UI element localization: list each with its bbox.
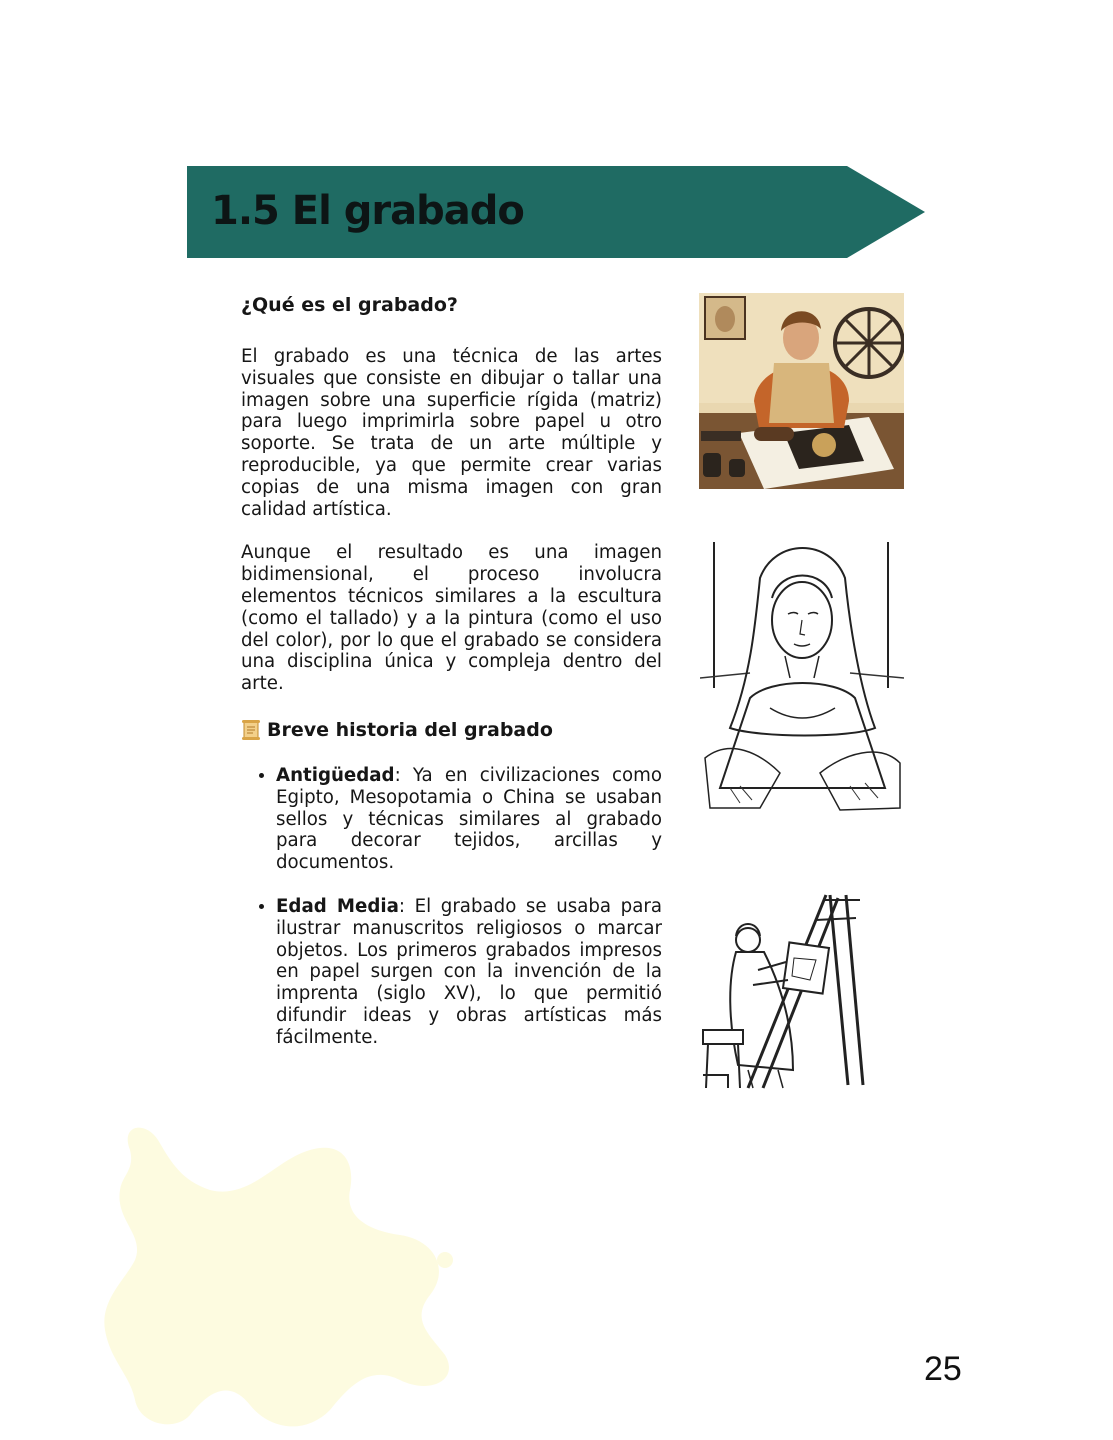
chapter-banner: [187, 166, 925, 258]
list-item-text: : El grabado se usaba para ilustrar manuscritos religiosos o marcar objetos. Los primeros grabados impresos en papel surgen con la invención de la imprenta (siglo XV), lo que permitió difundir ideas y obras artísticas más fácilmente.: [276, 895, 662, 1048]
paragraph-discipline: Aunque el resultado es una imagen bidimensional, el proceso involucra elementos técnicos similares a la escultura (como el tallado) y a la pintura (como el uso del color), por lo que el grabado se considera una disciplina única y compleja dentro del arte.: [241, 542, 662, 695]
engraver-at-easel-illustration: [698, 890, 868, 1090]
list-item-term: Edad Media: [276, 895, 399, 917]
paragraph-definition: El grabado es una técnica de las artes visuales que consiste en dibujar o tallar una imagen sobre una superficie rígida (matriz) para luego imprimirla sobre papel u otro soporte. Se trata de un arte múltiple y reproducible, ya que permite crear varias copias de una misma imagen con gran calidad artística.: [241, 346, 662, 520]
renaissance-portrait-engraving: [700, 538, 904, 818]
section-heading-history: [241, 717, 662, 743]
section-heading-history-text: Breve historia del grabado: [267, 718, 553, 741]
page-title: 1.5 El grabado: [211, 188, 524, 234]
list-item: [276, 765, 662, 874]
section-heading-what-is: ¿Qué es el grabado?: [241, 294, 458, 316]
list-item-text: : Ya en civilizaciones como Egipto, Mesopotamia o China se usaban sellos y técnicas similares al grabado para decorar tejidos, arcillas y documentos.: [276, 764, 662, 874]
list-item-term: Antigüedad: [276, 764, 395, 786]
page-number: 25: [924, 1350, 962, 1388]
printmaker-illustration: [699, 293, 904, 489]
main-text-column: [241, 290, 662, 1071]
scroll-icon: [241, 719, 261, 741]
list-item: [276, 896, 662, 1049]
history-list: [241, 765, 662, 1049]
paint-splat-decoration: [100, 1120, 460, 1430]
